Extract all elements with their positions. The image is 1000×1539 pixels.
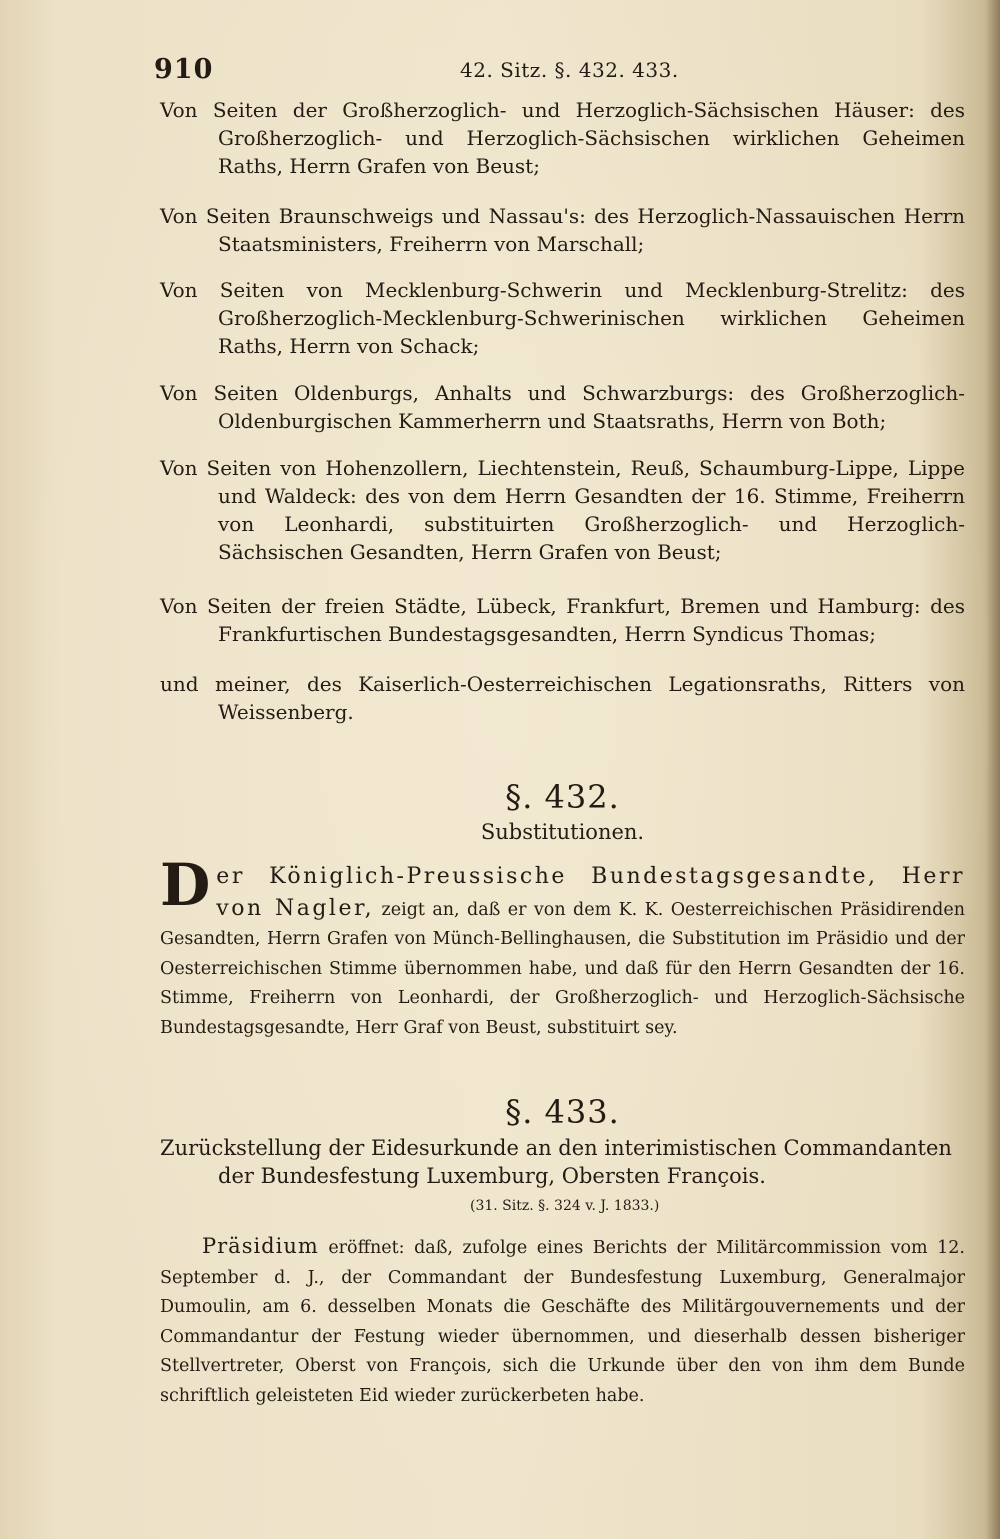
paragraph-lead-word: Von bbox=[160, 456, 198, 480]
paragraph-lead-word: Von bbox=[160, 278, 198, 302]
section-433-title: Zurückstellung der Eidesurkunde an den interimistischen Commandanten der Bundesfestung Luxemburg, Obersten François. bbox=[160, 1136, 952, 1188]
running-head: 42. Sitz. §. 432. 433. bbox=[460, 58, 679, 82]
page-number: 910 bbox=[154, 54, 214, 85]
signatory-paragraph bbox=[160, 454, 965, 566]
paragraph-text: Seiten der freien Städte, Lübeck, Frankfurt, Bremen und Hamburg: des Frankfurtischen Bundestagsgesandten, Herrn Syndicus Thomas; bbox=[206, 594, 965, 646]
paragraph-lead-word: Von bbox=[160, 98, 198, 122]
paragraph-text: Seiten von Hohenzollern, Liechtenstein, Reuß, Schaumburg-Lippe, Lippe und Waldeck: des von dem Herrn Gesandten der 16. Stimme, Freiherrn von Leonhardi, substituirten Großherzoglich- und Herzoglich-Sächsischen Gesandten, Herrn Grafen von Beust; bbox=[206, 456, 965, 564]
paragraph-text: Seiten Oldenburgs, Anhalts und Schwarzburgs: des Großherzoglich-Oldenburgischen Kammerherrn und Staatsraths, Herrn von Both; bbox=[213, 381, 965, 433]
paragraph-lead-word: Von bbox=[160, 204, 198, 228]
page-edge-shadow bbox=[986, 0, 1000, 1539]
page-header bbox=[150, 50, 970, 90]
paragraph-lead-word: Von bbox=[160, 381, 198, 405]
paragraph-lead-word: Von bbox=[160, 594, 198, 618]
section-432-number: §. 432. bbox=[505, 778, 620, 816]
section-433-body bbox=[160, 1232, 965, 1411]
section-432-text: zeigt an, daß er von dem K. K. Oesterreichischen Präsidirenden Gesandten, Herrn Grafen von Münch-Bellinghausen, die Substitution im Präsidio und der Oesterreichischen Stimme übernommen habe, und daß für den Herrn Gesandten der 16. Stimme, Freiherrn von Leonhardi, der Großherzoglich- und Herzoglich-Sächsische Bundestagsgesandte, Herr Graf von Beust, substituirt sey. bbox=[160, 899, 965, 1038]
paragraph-text: Seiten Braunschweigs und Nassau's: des Herzoglich-Nassauischen Herrn Staatsministers, Freiherrn von Marschall; bbox=[205, 204, 966, 256]
paragraph-text: Seiten von Mecklenburg-Schwerin und Mecklenburg-Strelitz: des Großherzoglich-Mecklenburg-Schwerinischen wirklichen Geheimen Raths, Herrn von Schack; bbox=[218, 278, 965, 358]
signatory-paragraph bbox=[160, 96, 965, 180]
paragraph-lead-word: und bbox=[160, 672, 199, 696]
section-432-title: Substitutionen. bbox=[480, 820, 645, 844]
section-433-text: eröffnet: daß, zufolge eines Berichts der Militärcommission vom 12. September d. J., der Commandant der Bundesfestung Luxemburg, Generalmajor Dumoulin, am 6. desselben Monats die Geschäfte des Militärgouvernements und der Commandantur der Festung wieder übernommen, und dieserhalb dessen bisheriger Stellvertreter, Oberst von François, sich die Urkunde über den von ihm dem Bunde schriftlich geleisteten Eid wieder zurückerbeten habe. bbox=[160, 1238, 965, 1406]
section-432-body bbox=[160, 851, 965, 1043]
section-433-intro: Präsidium bbox=[202, 1234, 319, 1258]
paragraph-text: Seiten der Großherzoglich- und Herzoglich-Sächsischen Häuser: des Großherzoglich- und Herzoglich-Sächsischen wirklichen Geheimen Raths, Herrn Grafen von Beust; bbox=[212, 98, 965, 178]
paragraph-text: meiner, des Kaiserlich-Oesterreichischen Legationsraths, Ritters von Weissenberg. bbox=[214, 672, 966, 724]
section-432-intro: er Königlich-Preussische Bundestagsgesandte, Herr von Nagler, bbox=[216, 864, 965, 921]
section-433-number: §. 433. bbox=[505, 1093, 620, 1131]
signatory-paragraph bbox=[160, 202, 965, 258]
signatory-paragraph bbox=[160, 592, 965, 648]
signatory-paragraph bbox=[160, 276, 965, 360]
signatory-paragraph bbox=[160, 670, 965, 726]
signatory-paragraph bbox=[160, 379, 965, 435]
drop-initial: D bbox=[160, 851, 211, 919]
section-433-reference: (31. Sitz. §. 324 v. J. 1833.) bbox=[470, 1198, 660, 1214]
